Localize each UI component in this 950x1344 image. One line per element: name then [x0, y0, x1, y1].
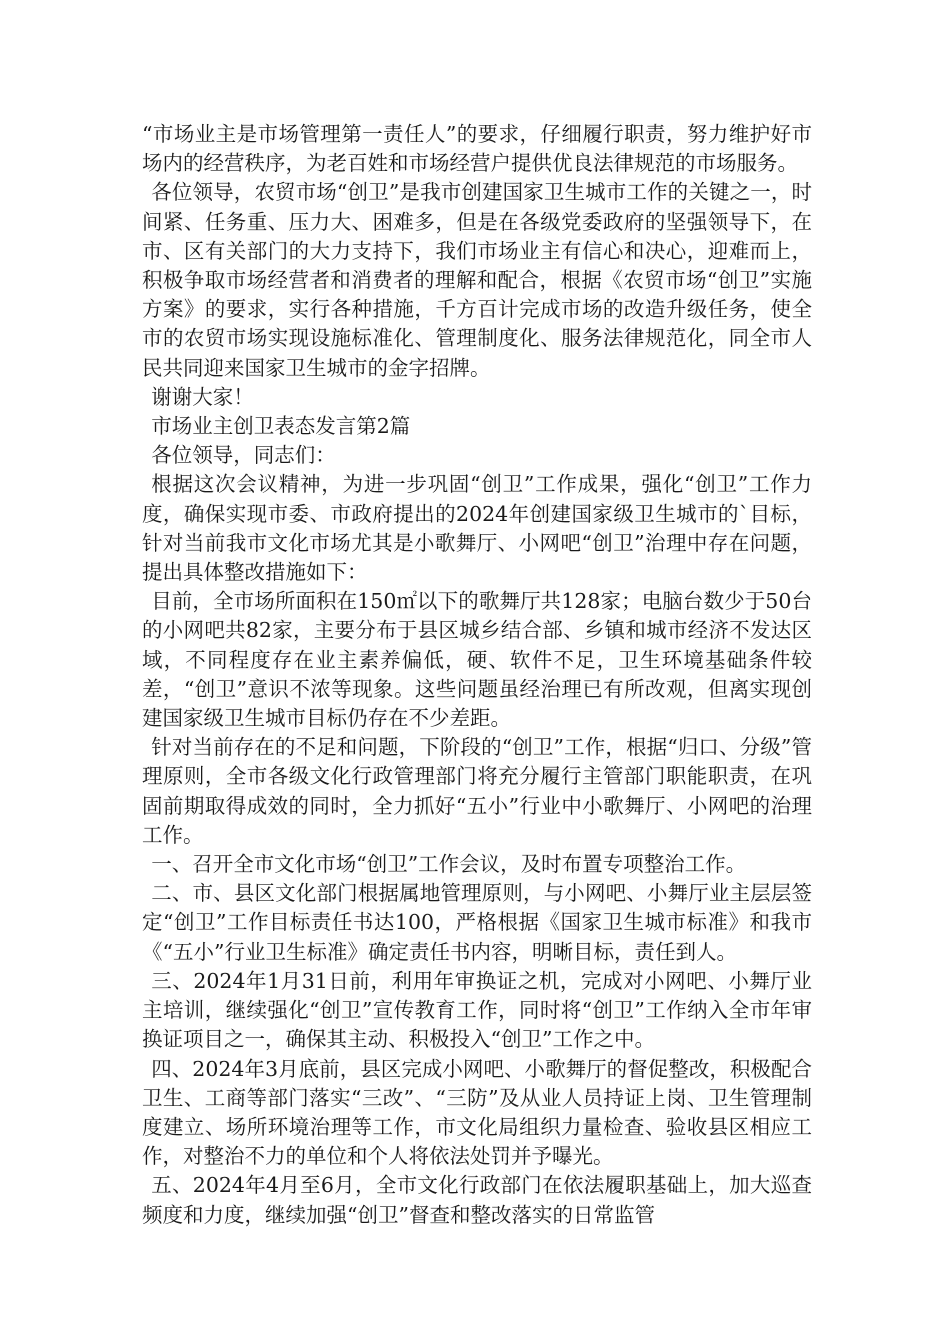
paragraph-item-3: 三、2024年1月31日前，利用年审换证之机，完成对小网吧、小舞厅业主培训，继续强化“创卫”宣传教育工作，同时将“创卫”工作纳入全市年审换证项目之一，确保其主动、积极投入“创卫”工作之中。	[142, 968, 812, 1052]
paragraph-item-4: 四、2024年3月底前，县区完成小网吧、小歌舞厅的督促整改，积极配合卫生、工商等部门落实“三改”、“三防”及从业人员持证上岗、卫生管理制度建立、场所环境治理等工作，市文化局组织力量检查、验收县区相应工作，对整治不力的单位和个人将依法处罚并予曝光。	[142, 1056, 812, 1169]
document-page	[142, 120, 812, 1230]
paragraph-continuation: “市场业主是市场管理第一责任人”的要求，仔细履行职责，努力维护好市场内的经营秩序，为老百姓和市场经营户提供优良法律规范的市场服务。	[142, 122, 812, 176]
paragraph-salutation: 各位领导，同志们：	[151, 443, 336, 468]
paragraph-current-status: 目前，全市场所面积在150㎡以下的歌舞厅共128家；电脑台数少于50台的小网吧共82家，主要分布于县区城乡结合部、乡镇和城市经济不发达区域，不同程度存在业主素养偏低，硬、软件不足，卫生环境基础条件较差，“创卫”意识不浓等现象。这些问题虽经治理已有所改观，但离实现创建国家级卫生城市目标仍存在不少差距。	[142, 589, 812, 731]
paragraph-item-1: 一、召开全市文化市场“创卫”工作会议，及时布置专项整治工作。	[151, 852, 747, 877]
paragraph-item-5: 五、2024年4月至6月，全市文化行政部门在依法履职基础上，加大巡查频度和力度，继续加强“创卫”督查和整改落实的日常监管	[142, 1173, 812, 1227]
section-title: 市场业主创卫表态发言第2篇	[151, 414, 411, 439]
paragraph-plan: 针对当前存在的不足和问题，下阶段的“创卫”工作，根据“归口、分级”管理原则，全市各级文化行政管理部门将充分履行主管部门职能职责，在巩固前期取得成效的同时，全力抓好“五小”行业中小歌舞厅、小网吧的治理工作。	[142, 735, 812, 847]
paragraph-closing-remarks: 各位领导，农贸市场“创卫”是我市创建国家卫生城市工作的关键之一，时间紧、任务重、压力大、困难多，但是在各级党委政府的坚强领导下，在市、区有关部门的大力支持下，我们市场业主有信心和决心，迎难而上，积极争取市场经营者和消费者的理解和配合，根据《农贸市场“创卫”实施方案》的要求，实行各种措施，千方百计完成市场的改造升级任务，使全市的农贸市场实现设施标准化、管理制度化、服务法律规范化，同全市人民共同迎来国家卫生城市的金字招牌。	[142, 180, 812, 380]
paragraph-item-2: 二、市、县区文化部门根据属地管理原则，与小网吧、小舞厅业主层层签定“创卫”工作目标责任书达100，严格根据《国家卫生城市标准》和我市《“五小”行业卫生标准》确定责任书内容，明晰目标，责任到人。	[142, 881, 812, 964]
paragraph-intro: 根据这次会议精神，为进一步巩固“创卫”工作成果，强化“创卫”工作力度，确保实现市委、市政府提出的2024年创建国家级卫生城市的`目标，针对当前我市文化市场尤其是小歌舞厅、小网吧“创卫”治理中存在问题，提出具体整改措施如下：	[142, 472, 812, 585]
paragraph-thanks: 谢谢大家！	[151, 384, 254, 409]
